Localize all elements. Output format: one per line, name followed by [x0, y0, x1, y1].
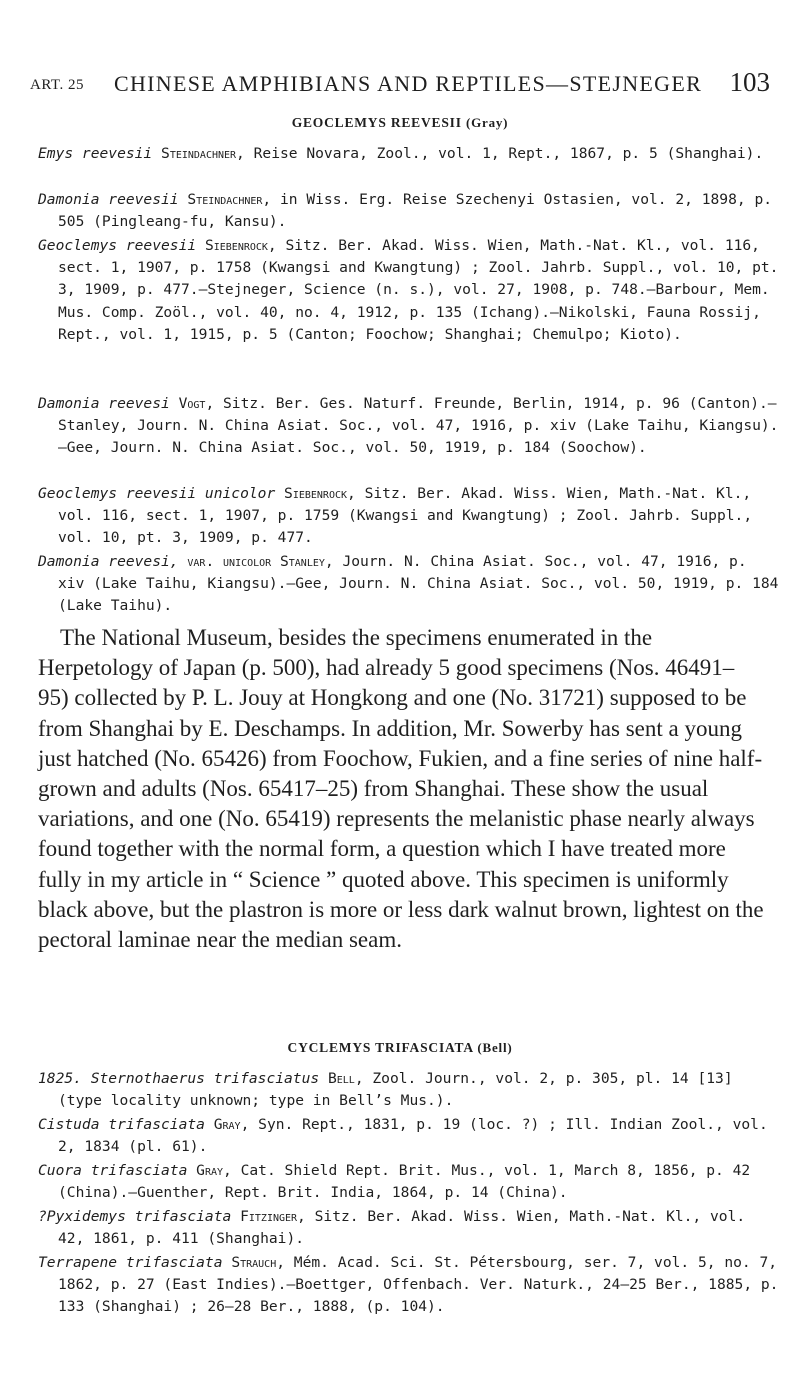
species-name: CYCLEMYS TRIFASCIATA — [287, 1040, 474, 1055]
synonym-author: Vogt, — [178, 395, 215, 412]
synonym-entry — [38, 1114, 780, 1158]
synonym-entry — [38, 551, 780, 618]
synonym-name: Damonia reevesi — [38, 395, 170, 412]
synonym-entry — [38, 1206, 780, 1250]
synonym-name: Emys reevesii — [38, 145, 153, 162]
synonym-author: Siebenrock, — [204, 237, 277, 254]
synonym-entry — [38, 1068, 780, 1112]
synonym-citation: in Wiss. Erg. Reise Szechenyi Ostasien, vol. 2, 1898, p. 505 (Pingleang-fu, Kansu). — [58, 191, 773, 231]
synonym-entry — [38, 143, 780, 165]
synonym-name: Geoclemys reevesii — [38, 237, 197, 254]
section-heading-cyclemys — [0, 1040, 800, 1056]
synonym-citation: Zool. Journ., vol. 2, p. 305, pl. 14 [13] (type locality unknown; type in Bell’s Mus.). — [58, 1070, 733, 1110]
synonym-name: 1825. Sternothaerus trifasciatus — [38, 1070, 320, 1087]
section-heading-geoclemys — [0, 115, 800, 131]
synonym-entry — [38, 1252, 780, 1319]
synonym-author: var. unicolor Stanley, — [187, 553, 334, 570]
synonym-citation: Reise Novara, Zool., vol. 1, Rept., 1867, p. 5 (Shanghai). — [244, 145, 764, 162]
body-paragraph: The National Museum, besides the specimens enumerated in the Herpetology of Japan (p. 500), had already 5 good specimens (Nos. 46491–95) collected by P. L. Jouy at Hongkong and one (No. 31721) supposed to be from Shanghai by E. Deschamps. In addition, Mr. Sowerby has sent a young just hatched (No. 65426) from Foochow, Fukien, and a fine series of nine half-grown and adults (Nos. 65417–25) from Shanghai. These show the usual variations, and one (No. 65419) represents the melanistic phase nearly always found together with the normal form, a question which I have treated more fully in my article in “ Science ” quoted above. This specimen is uniformly black above, but the plastron is more or less dark walnut brown, lightest on the pectoral laminae near the median seam. — [38, 625, 764, 953]
synonym-name: Terrapene trifasciata — [38, 1254, 223, 1271]
species-name: GEOCLEMYS REEVESII — [291, 115, 462, 130]
synonym-entry — [38, 189, 780, 233]
species-author: (Bell) — [477, 1040, 513, 1055]
article-number: ART. 25 — [30, 77, 84, 93]
synonym-author: Bell, — [327, 1070, 364, 1087]
synonym-name: Cuora trifasciata — [38, 1162, 188, 1179]
synonym-author: Gray, — [196, 1162, 232, 1179]
synonym-citation: Journ. N. China Asiat. Soc., vol. 47, 1916, p. xiv (Lake Taihu, Kiangsu).—Gee, Journ. N. China Asiat. Soc., vol. 50, 1919, p. 184 (Lake Taihu). — [58, 553, 779, 615]
synonym-name: Damonia reevesi, — [38, 553, 179, 570]
synonym-entry — [38, 393, 780, 460]
synonym-citation: Sitz. Ber. Akad. Wiss. Wien, Math.-Nat. Kl., vol. 116, sect. 1, 1907, p. 1758 (Kwangsi and Kwangtung) ; Zool. Jahrb. Suppl., vol. 10, pt. 3, 1909, p. 477.—Stejneger, Science (n. s.), vol. 27, 1908, p. 748.—Barbour, Mem. Mus. Comp. Zoöl., vol. 40, no. 4, 1912, p. 135 (Ichang).—Nikolski, Fauna Rossij, Rept., vol. 1, 1915, p. 5 (Canton; Foochow; Shanghai; Chemulpo; Kioto). — [58, 237, 779, 343]
synonym-entry — [38, 1160, 780, 1204]
synonym-author: Steindachner, — [187, 191, 272, 208]
synonym-name: Cistuda trifasciata — [38, 1116, 205, 1133]
synonym-citation: Sitz. Ber. Akad. Wiss. Wien, Math.-Nat. Kl., vol. 42, 1861, p. 411 (Shanghai). — [58, 1208, 746, 1248]
synonym-name: Damonia reevesii — [38, 191, 179, 208]
synonym-author: Fitzinger, — [240, 1208, 306, 1225]
synonym-citation: Cat. Shield Rept. Brit. Mus., vol. 1, March 8, 1856, p. 42 (China).—Guenther, Rept. Brit. India, 1864, p. 14 (China). — [58, 1162, 751, 1202]
synonym-author: Siebenrock, — [284, 485, 356, 502]
species-author: (Gray) — [465, 115, 509, 130]
synonym-name: ?Pyxidemys trifasciata — [38, 1208, 232, 1225]
synonym-author: Steindachner, — [161, 145, 245, 162]
synonym-entry — [38, 235, 780, 346]
synonym-citation: Sitz. Ber. Akad. Wiss. Wien, Math.-Nat. Kl., vol. 116, sect. 1, 1907, p. 1759 (Kwangsi and Kwangtung) ; Zool. Jahrb. Suppl., vol. 10, pt. 3, 1909, p. 477. — [58, 485, 753, 547]
synonym-author: Gray, — [213, 1116, 250, 1133]
synonym-entry — [38, 483, 780, 550]
synonym-name: Geoclemys reevesii unicolor — [38, 485, 276, 502]
synonym-citation: Syn. Rept., 1831, p. 19 (loc. ?) ; Ill. Indian Zool., vol. 2, 1834 (pl. 61). — [58, 1116, 768, 1156]
synonym-citation: Sitz. Ber. Ges. Naturf. Freunde, Berlin, 1914, p. 96 (Canton).—Stanley, Journ. N. China Asiat. Soc., vol. 47, 1916, p. xiv (Lake Taihu, Kiangsu).—Gee, Journ. N. China Asiat. Soc., vol. 50, 1919, p. 184 (Soochow). — [58, 395, 779, 457]
running-head — [30, 65, 770, 105]
page-number: 103 — [729, 67, 770, 97]
synonym-citation: Mém. Acad. Sci. St. Pétersbourg, ser. 7, vol. 5, no. 7, 1862, p. 27 (East Indies).—Boettger, Offenbach. Ver. Naturk., 24–25 Ber., 1885, p. 133 (Shanghai) ; 26–28 Ber., 1888, (p. 104). — [58, 1254, 779, 1316]
running-title: CHINESE AMPHIBIANS AND REPTILES—STEJNEGER — [114, 71, 703, 96]
synonym-author: Strauch, — [231, 1254, 286, 1271]
